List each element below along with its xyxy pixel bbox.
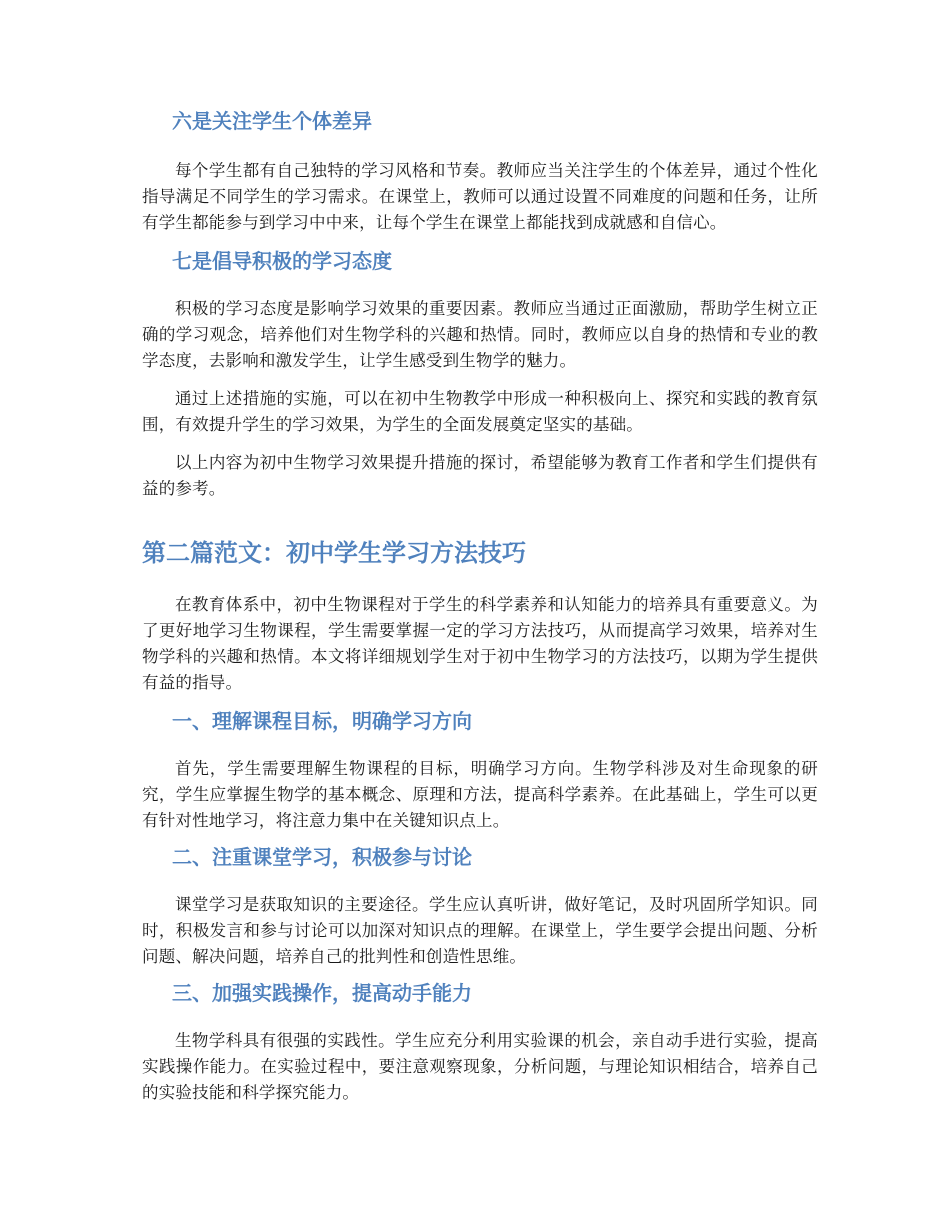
paragraph: 课堂学习是获取知识的主要途径。学生应认真听讲，做好笔记，及时巩固所学知识。同时，积极发言和参与讨论可以加深对知识点的理解。在课堂上，学生要学会提出问题、分析问题、解决问题，培养自己的批判性和创造性思维。 <box>142 895 818 966</box>
paragraph: 每个学生都有自己独特的学习风格和节奏。教师应当关注学生的个体差异，通过个性化指导满足不同学生的学习需求。在课堂上，教师可以通过设置不同难度的问题和任务，让所有学生都能参与到学习中中来，让每个学生在课堂上都能找到成就感和自信心。 <box>142 161 818 232</box>
paragraph: 首先，学生需要理解生物课程的目标，明确学习方向。生物学科涉及对生命现象的研究，学生应掌握生物学的基本概念、原理和方法，提高科学素养。在此基础上，学生可以更有针对性地学习，将注意力集中在关键知识点上。 <box>142 759 818 830</box>
paragraph: 通过上述措施的实施，可以在初中生物教学中形成一种积极向上、探究和实践的教育氛围，有效提升学生的学习效果，为学生的全面发展奠定坚实的基础。 <box>142 389 818 434</box>
section-heading-two: 二、注重课堂学习，积极参与讨论 <box>172 845 472 869</box>
paragraph: 积极的学习态度是影响学习效果的重要因素。教师应当通过正面激励，帮助学生树立正确的学习观念，培养他们对生物学科的兴趣和热情。同时，教师应以自身的热情和专业的教学态度，去影响和激发学生，让学生感受到生物学的魅力。 <box>142 299 818 370</box>
section-heading-one: 一、理解课程目标，明确学习方向 <box>172 709 472 733</box>
paragraph: 在教育体系中，初中生物课程对于学生的科学素养和认知能力的培养具有重要意义。为了更好地学习生物课程，学生需要掌握一定的学习方法技巧，从而提高学习效果，培养对生物学科的兴趣和热情。本文将详细规划学生对于初中生物学习的方法技巧，以期为学生提供有益的指导。 <box>142 595 818 692</box>
paragraph: 以上内容为初中生物学习效果提升措施的探讨，希望能够为教育工作者和学生们提供有益的参考。 <box>142 453 818 498</box>
section-heading-seven: 七是倡导积极的学习态度 <box>172 249 392 273</box>
section-heading-six: 六是关注学生个体差异 <box>172 109 372 133</box>
document-content <box>142 100 818 1106</box>
paragraph: 生物学科具有很强的实践性。学生应充分利用实验课的机会，亲自动手进行实验，提高实践操作能力。在实验过程中，要注意观察现象，分析问题，与理论知识相结合，培养自己的实验技能和科学探究能力。 <box>142 1031 818 1102</box>
section-heading-three: 三、加强实践操作，提高动手能力 <box>172 981 472 1005</box>
article-title: 第二篇范文：初中学生学习方法技巧 <box>142 538 526 567</box>
